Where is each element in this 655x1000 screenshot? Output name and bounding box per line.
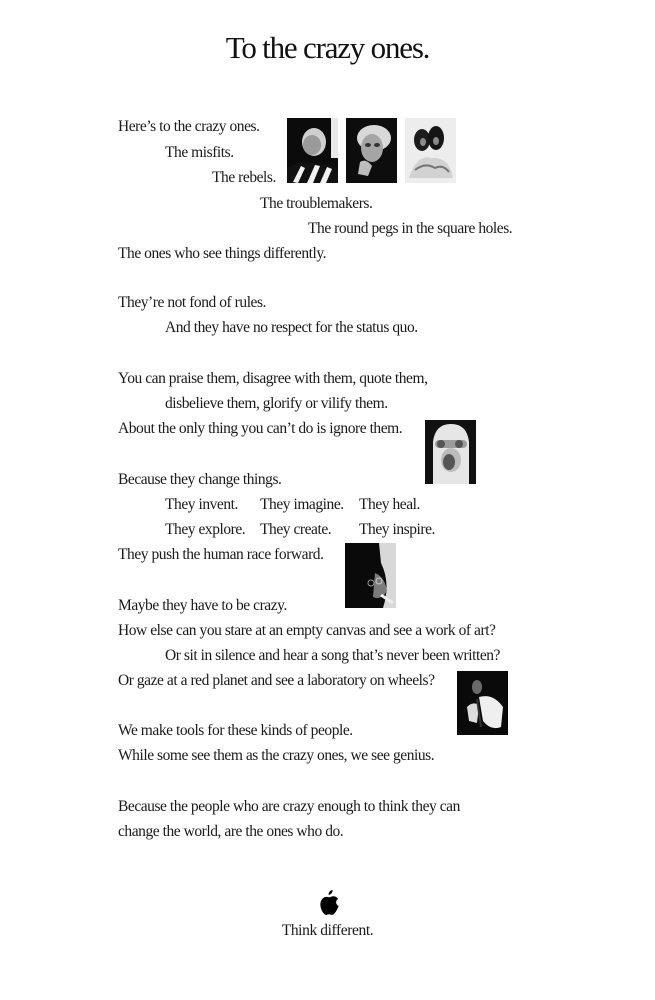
poem-phrase: They invent.: [165, 496, 238, 513]
portrait-bald-man-photo: [287, 118, 338, 183]
poem-phrase: They create.: [260, 521, 332, 538]
poem-line: Maybe they have to be crazy.: [118, 597, 287, 614]
page-title: To the crazy ones.: [225, 30, 430, 65]
portrait-white-haired-man-photo: [346, 118, 397, 183]
poem-line: Because they change things.: [118, 471, 282, 488]
portrait-glasses-man-photo: [345, 543, 396, 608]
poem-phrase: They heal.: [359, 496, 420, 513]
tagline: Think different.: [281, 922, 374, 939]
poem-phrase: They explore.: [165, 521, 246, 538]
poem-line: The troublemakers.: [260, 195, 373, 212]
portrait-couple-photo: [405, 118, 456, 183]
poem-line: They push the human race forward.: [118, 546, 324, 563]
poem-line: The round pegs in the square holes.: [308, 220, 513, 237]
poem-phrase: They inspire.: [359, 521, 435, 538]
poem-line: The misfits.: [165, 144, 234, 161]
poem-line: Here’s to the crazy ones.: [118, 118, 260, 135]
poem-line: The rebels.: [212, 169, 276, 186]
poem-line: About the only thing you can’t do is ignore them.: [118, 420, 403, 437]
poem-line: Because the people who are crazy enough to think they can: [118, 798, 460, 815]
poem-line: change the world, are the ones who do.: [118, 823, 344, 840]
portrait-musician-photo: [457, 671, 508, 735]
portrait-aviator-photo: [425, 420, 476, 484]
poem-line: How else can you stare at an empty canvas and see a work of art?: [118, 622, 496, 639]
poem-line: Or gaze at a red planet and see a laboratory on wheels?: [118, 672, 435, 689]
poem-line: They’re not fond of rules.: [118, 294, 266, 311]
poem-line: You can praise them, disagree with them, quote them,: [118, 370, 428, 387]
poem-line: While some see them as the crazy ones, we see genius.: [118, 747, 435, 764]
poem-line: We make tools for these kinds of people.: [118, 722, 353, 739]
poem-line: [165, 520, 435, 540]
poem-line: [165, 495, 420, 515]
apple-logo-icon: [317, 889, 341, 917]
poem-line: The ones who see things differently.: [118, 245, 327, 262]
poem-line: And they have no respect for the status quo.: [165, 319, 418, 336]
poem-line: disbelieve them, glorify or vilify them.: [165, 395, 388, 412]
poem-line: Or sit in silence and hear a song that’s never been written?: [165, 647, 500, 664]
poem-phrase: They imagine.: [260, 496, 344, 513]
